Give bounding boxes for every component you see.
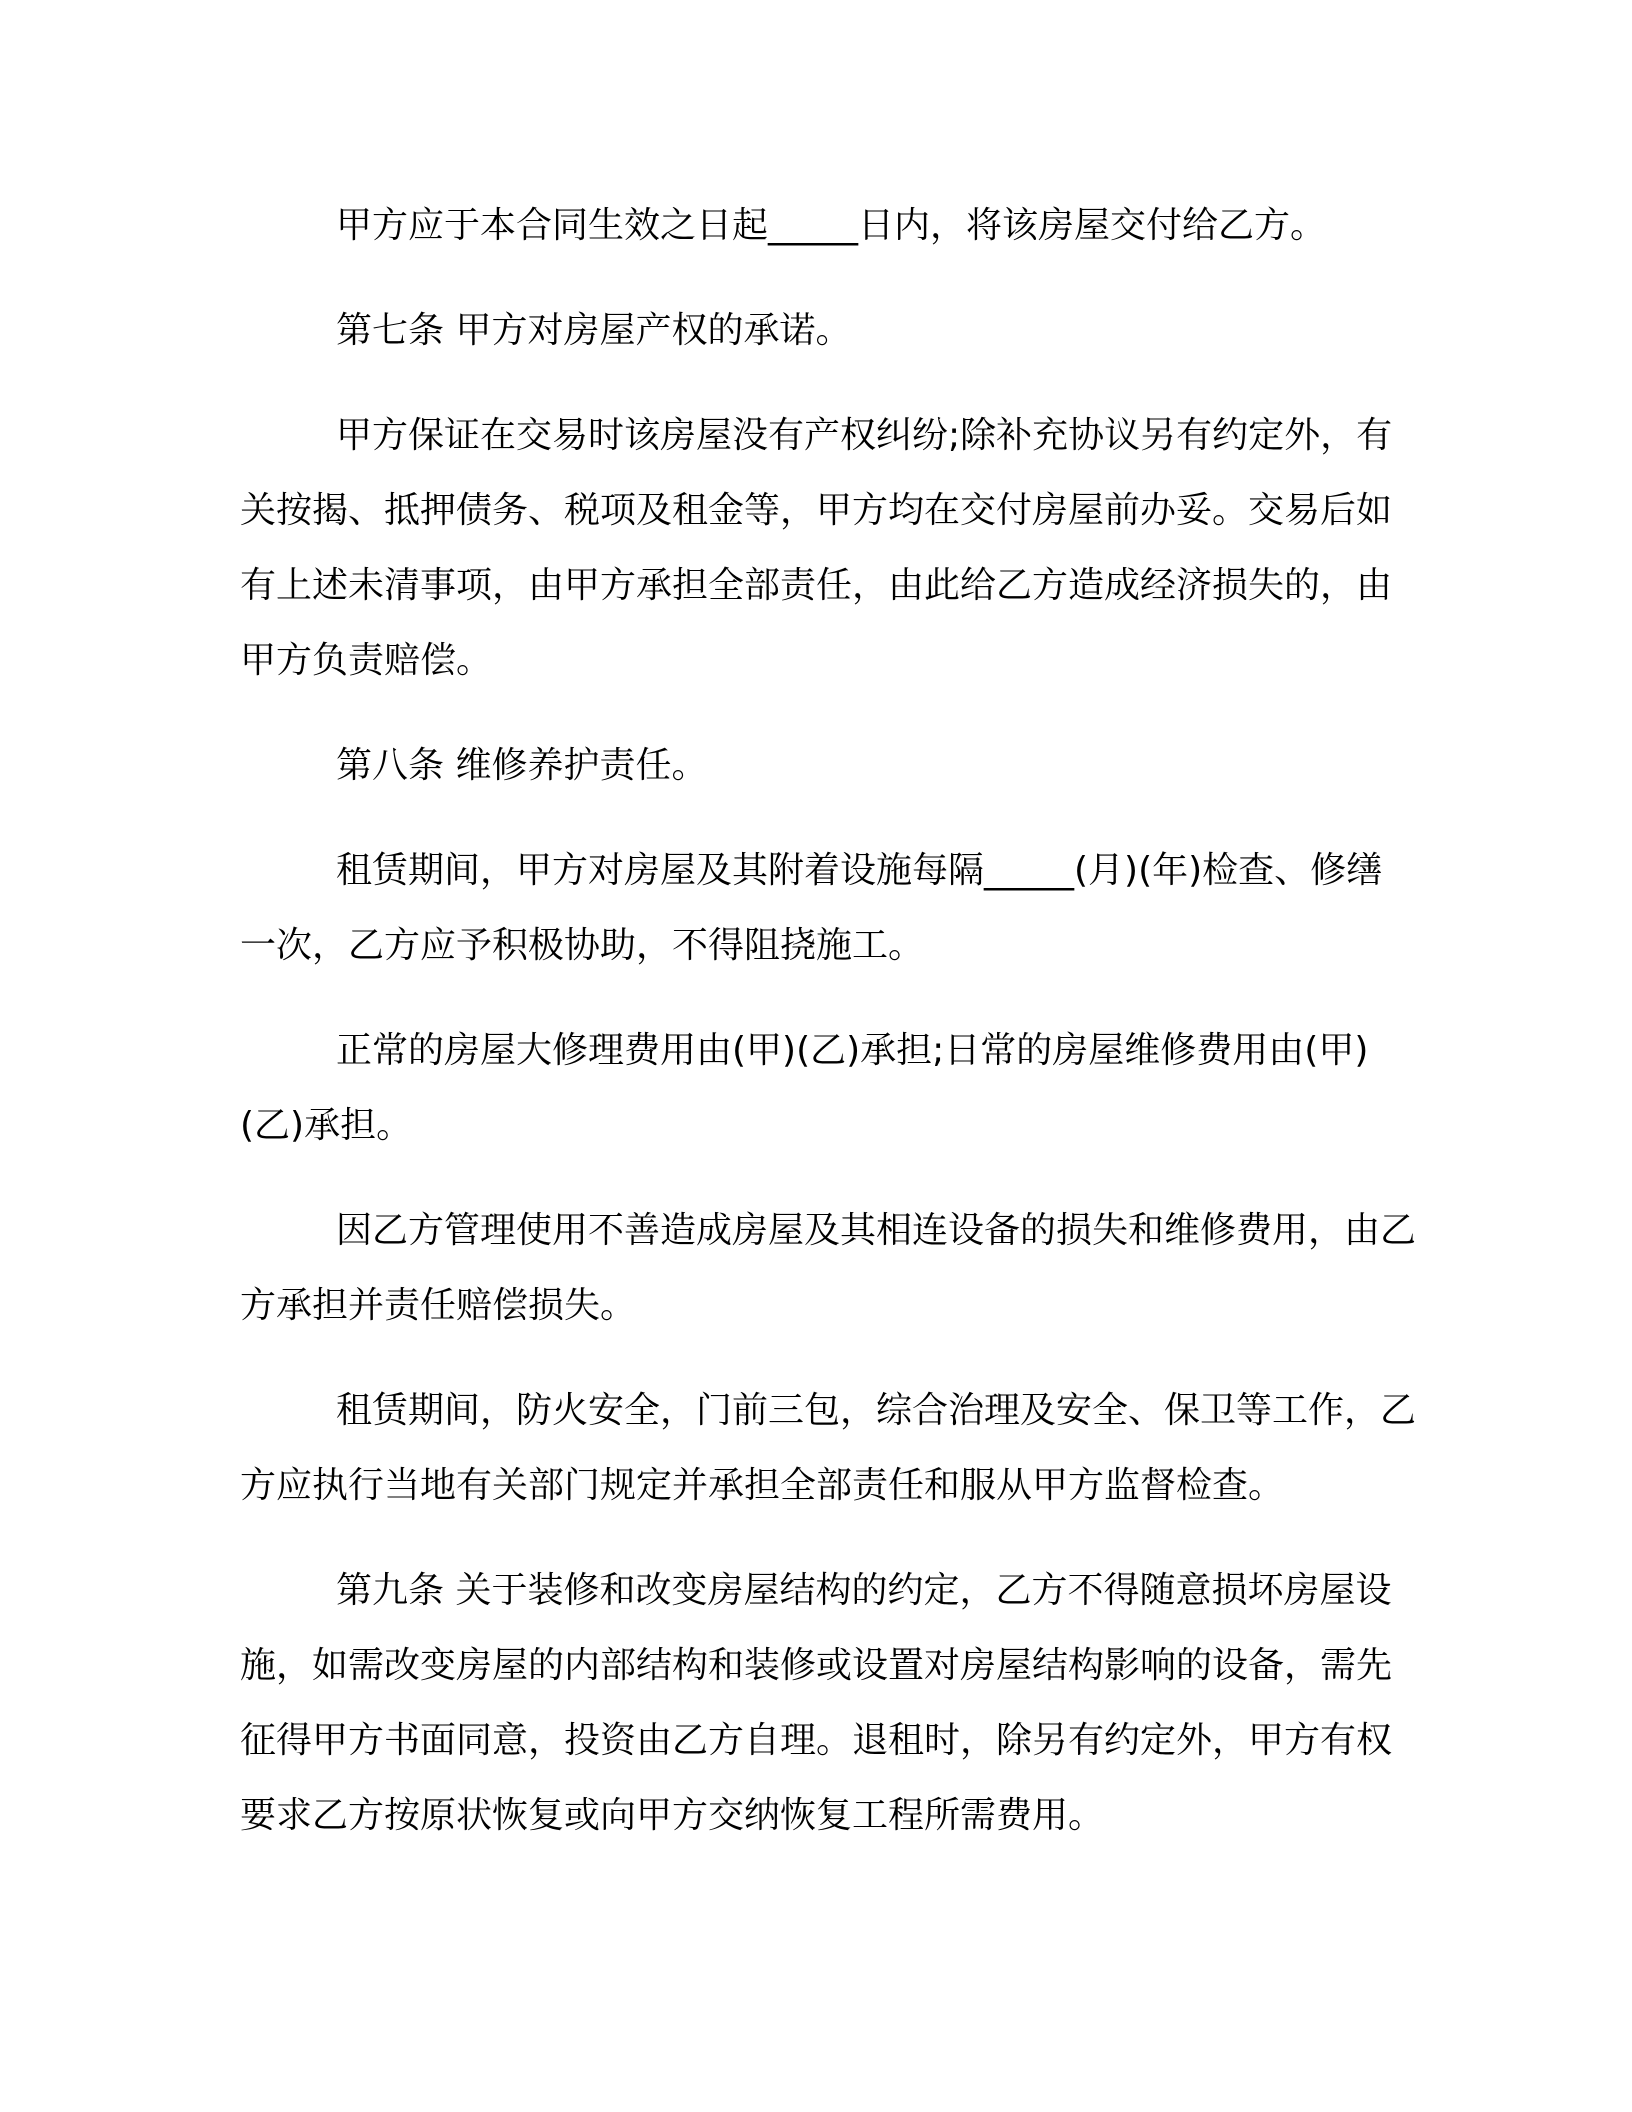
paragraph-delivery: 甲方应于本合同生效之日起_____日内，将该房屋交付给乙方。: [336, 205, 1327, 246]
article-8-heading: 第八条 维修养护责任。: [336, 745, 708, 786]
paragraph-inspection: 租赁期间，甲方对房屋及其附着设施每隔_____(月)(年)检查、修缮一次，乙方应予积极协助，不得阻挠施工。: [240, 850, 1383, 966]
paragraph-repair-costs: 正常的房屋大修理费用由(甲)(乙)承担;日常的房屋维修费用由(甲)(乙)承担。: [240, 1030, 1369, 1146]
paragraph-spacer: [240, 1523, 1416, 1553]
paragraph-spacer: [240, 368, 1416, 398]
paragraph-spacer: [240, 1163, 1416, 1193]
paragraph-damage-liability: 因乙方管理使用不善造成房屋及其相连设备的损失和维修费用，由乙方承担并责任赔偿损失。: [240, 1210, 1417, 1326]
paragraph-spacer: [240, 803, 1416, 833]
article-9-renovation: 第九条 关于装修和改变房屋结构的约定，乙方不得随意损坏房屋设施，如需改变房屋的内部结构和装修或设置对房屋结构影响的设备，需先征得甲方书面同意，投资由乙方自理。退租时，除另有约定外，甲方有权要求乙方按原状恢复或向甲方交纳恢复工程所需费用。: [240, 1570, 1393, 1836]
paragraph-spacer: [240, 263, 1416, 293]
paragraph-safety: 租赁期间，防火安全，门前三包，综合治理及安全、保卫等工作，乙方应执行当地有关部门规定并承担全部责任和服从甲方监督检查。: [240, 1390, 1417, 1506]
paragraph-spacer: [240, 983, 1416, 1013]
paragraph-ownership-guarantee: 甲方保证在交易时该房屋没有产权纠纷;除补充协议另有约定外，有关按揭、抵押债务、税项及租金等，甲方均在交付房屋前办妥。交易后如有上述未清事项，由甲方承担全部责任，由此给乙方造成经济损失的，由甲方负责赔偿。: [240, 415, 1393, 681]
document-body: [240, 188, 1416, 1853]
article-7-heading: 第七条 甲方对房屋产权的承诺。: [336, 310, 852, 351]
paragraph-spacer: [240, 698, 1416, 728]
paragraph-spacer: [240, 1343, 1416, 1373]
